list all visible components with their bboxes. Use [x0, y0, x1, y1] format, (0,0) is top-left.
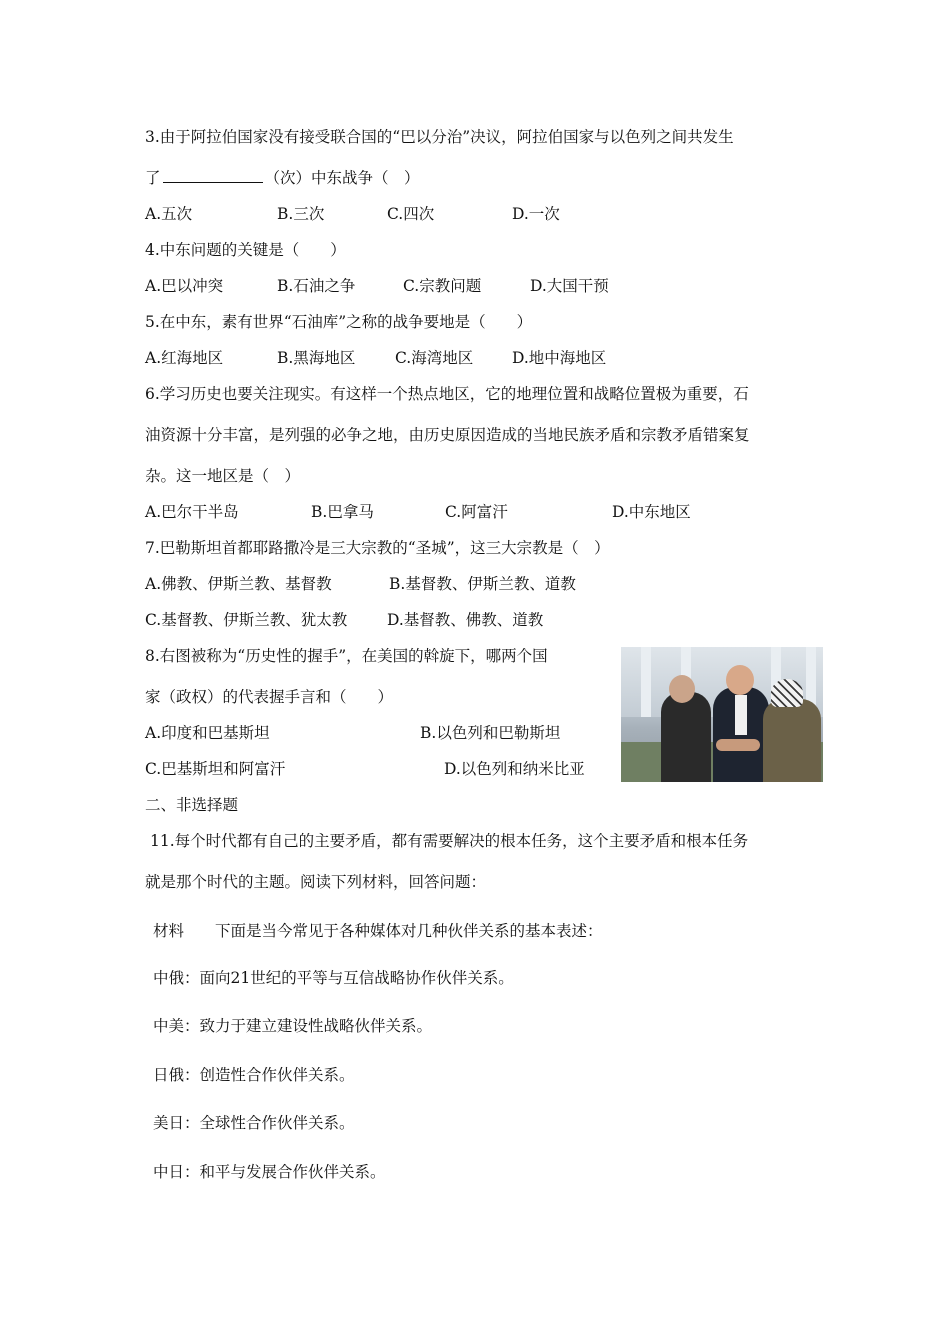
q5-option-d: D.地中海地区	[512, 349, 607, 367]
q11-item: 美日：全球性合作伙伴关系。	[153, 1114, 355, 1132]
q5-option-c: C.海湾地区	[395, 349, 474, 367]
q11-stem-line2: 就是那个时代的主题。阅读下列材料，回答问题：	[145, 873, 487, 891]
q5-stem: 5.在中东，素有世界“石油库”之称的战争要地是（ ）	[145, 313, 533, 331]
q11-stem-line1: 11.每个时代都有自己的主要矛盾，都有需要解决的根本任务，这个主要矛盾和根本任务	[150, 832, 749, 850]
q3-stem-line1: 3.由于阿拉伯国家没有接受联合国的“巴以分治”决议，阿拉伯国家与以色列之间共发生	[145, 128, 734, 146]
q4-stem: 4.中东问题的关键是（ ）	[145, 241, 346, 259]
q8-option-a: A.印度和巴基斯坦	[145, 724, 270, 742]
q4-option-b: B.石油之争	[277, 277, 356, 295]
q4-option-c: C.宗教问题	[403, 277, 482, 295]
q6-stem-line3: 杂。这一地区是（ ）	[145, 467, 301, 485]
q8-option-c: C.巴基斯坦和阿富汗	[145, 760, 286, 778]
q6-option-d: D.中东地区	[612, 503, 691, 521]
q6-option-a: A.巴尔干半岛	[145, 503, 239, 521]
q8-option-b: B.以色列和巴勒斯坦	[420, 724, 561, 742]
q11-item: 中美：致力于建立建设性战略伙伴关系。	[153, 1017, 433, 1035]
q6-stem-line2: 油资源十分丰富，是列强的必争之地，由历史原因造成的当地民族矛盾和宗教矛盾错案复	[145, 426, 750, 444]
q5-option-b: B.黑海地区	[277, 349, 356, 367]
q7-stem: 7.巴勒斯坦首都耶路撒冷是三大宗教的“圣城”，这三大宗教是（ ）	[145, 539, 610, 557]
q8-stem-line1: 8.右图被称为“历史性的握手”，在美国的斡旋下，哪两个国	[145, 647, 548, 665]
q4-option-d: D.大国干预	[530, 277, 609, 295]
q11-material: 材料 下面是当今常见于各种媒体对几种伙伴关系的基本表述：	[153, 922, 603, 940]
q6-option-b: B.巴拿马	[311, 503, 374, 521]
q6-option-c: C.阿富汗	[445, 503, 508, 521]
q8-option-d: D.以色列和纳米比亚	[444, 760, 585, 778]
q3-option-a: A.五次	[145, 205, 193, 223]
q3-option-c: C.四次	[387, 205, 435, 223]
q3-stem-suffix: （次）中东战争（ ）	[264, 169, 420, 187]
answer-blank	[163, 168, 263, 183]
q5-option-a: A.红海地区	[145, 349, 224, 367]
q4-option-a: A.巴以冲突	[145, 277, 224, 295]
q6-stem-line1: 6.学习历史也要关注现实。有这样一个热点地区，它的地理位置和战略位置极为重要，石	[145, 385, 749, 403]
q7-option-a: A.佛教、伊斯兰教、基督教	[145, 575, 332, 593]
q3-option-d: D.一次	[512, 205, 560, 223]
q3-stem-prefix: 了	[145, 169, 161, 187]
q11-item: 中俄：面向21世纪的平等与互信战略协作伙伴关系。	[153, 969, 514, 987]
q7-option-b: B.基督教、伊斯兰教、道教	[389, 575, 576, 593]
historic-handshake-photo	[621, 647, 823, 782]
section-title: 二、非选择题	[145, 796, 239, 814]
q3-stem-line2	[145, 168, 420, 188]
q11-item: 中日：和平与发展合作伙伴关系。	[153, 1163, 386, 1181]
q7-option-d: D.基督教、佛教、道教	[387, 611, 544, 629]
q11-item: 日俄：创造性合作伙伴关系。	[153, 1066, 355, 1084]
q8-stem-line2: 家（政权）的代表握手言和（ ）	[145, 688, 394, 706]
q7-option-c: C.基督教、伊斯兰教、犹太教	[145, 611, 348, 629]
q3-option-b: B.三次	[277, 205, 325, 223]
